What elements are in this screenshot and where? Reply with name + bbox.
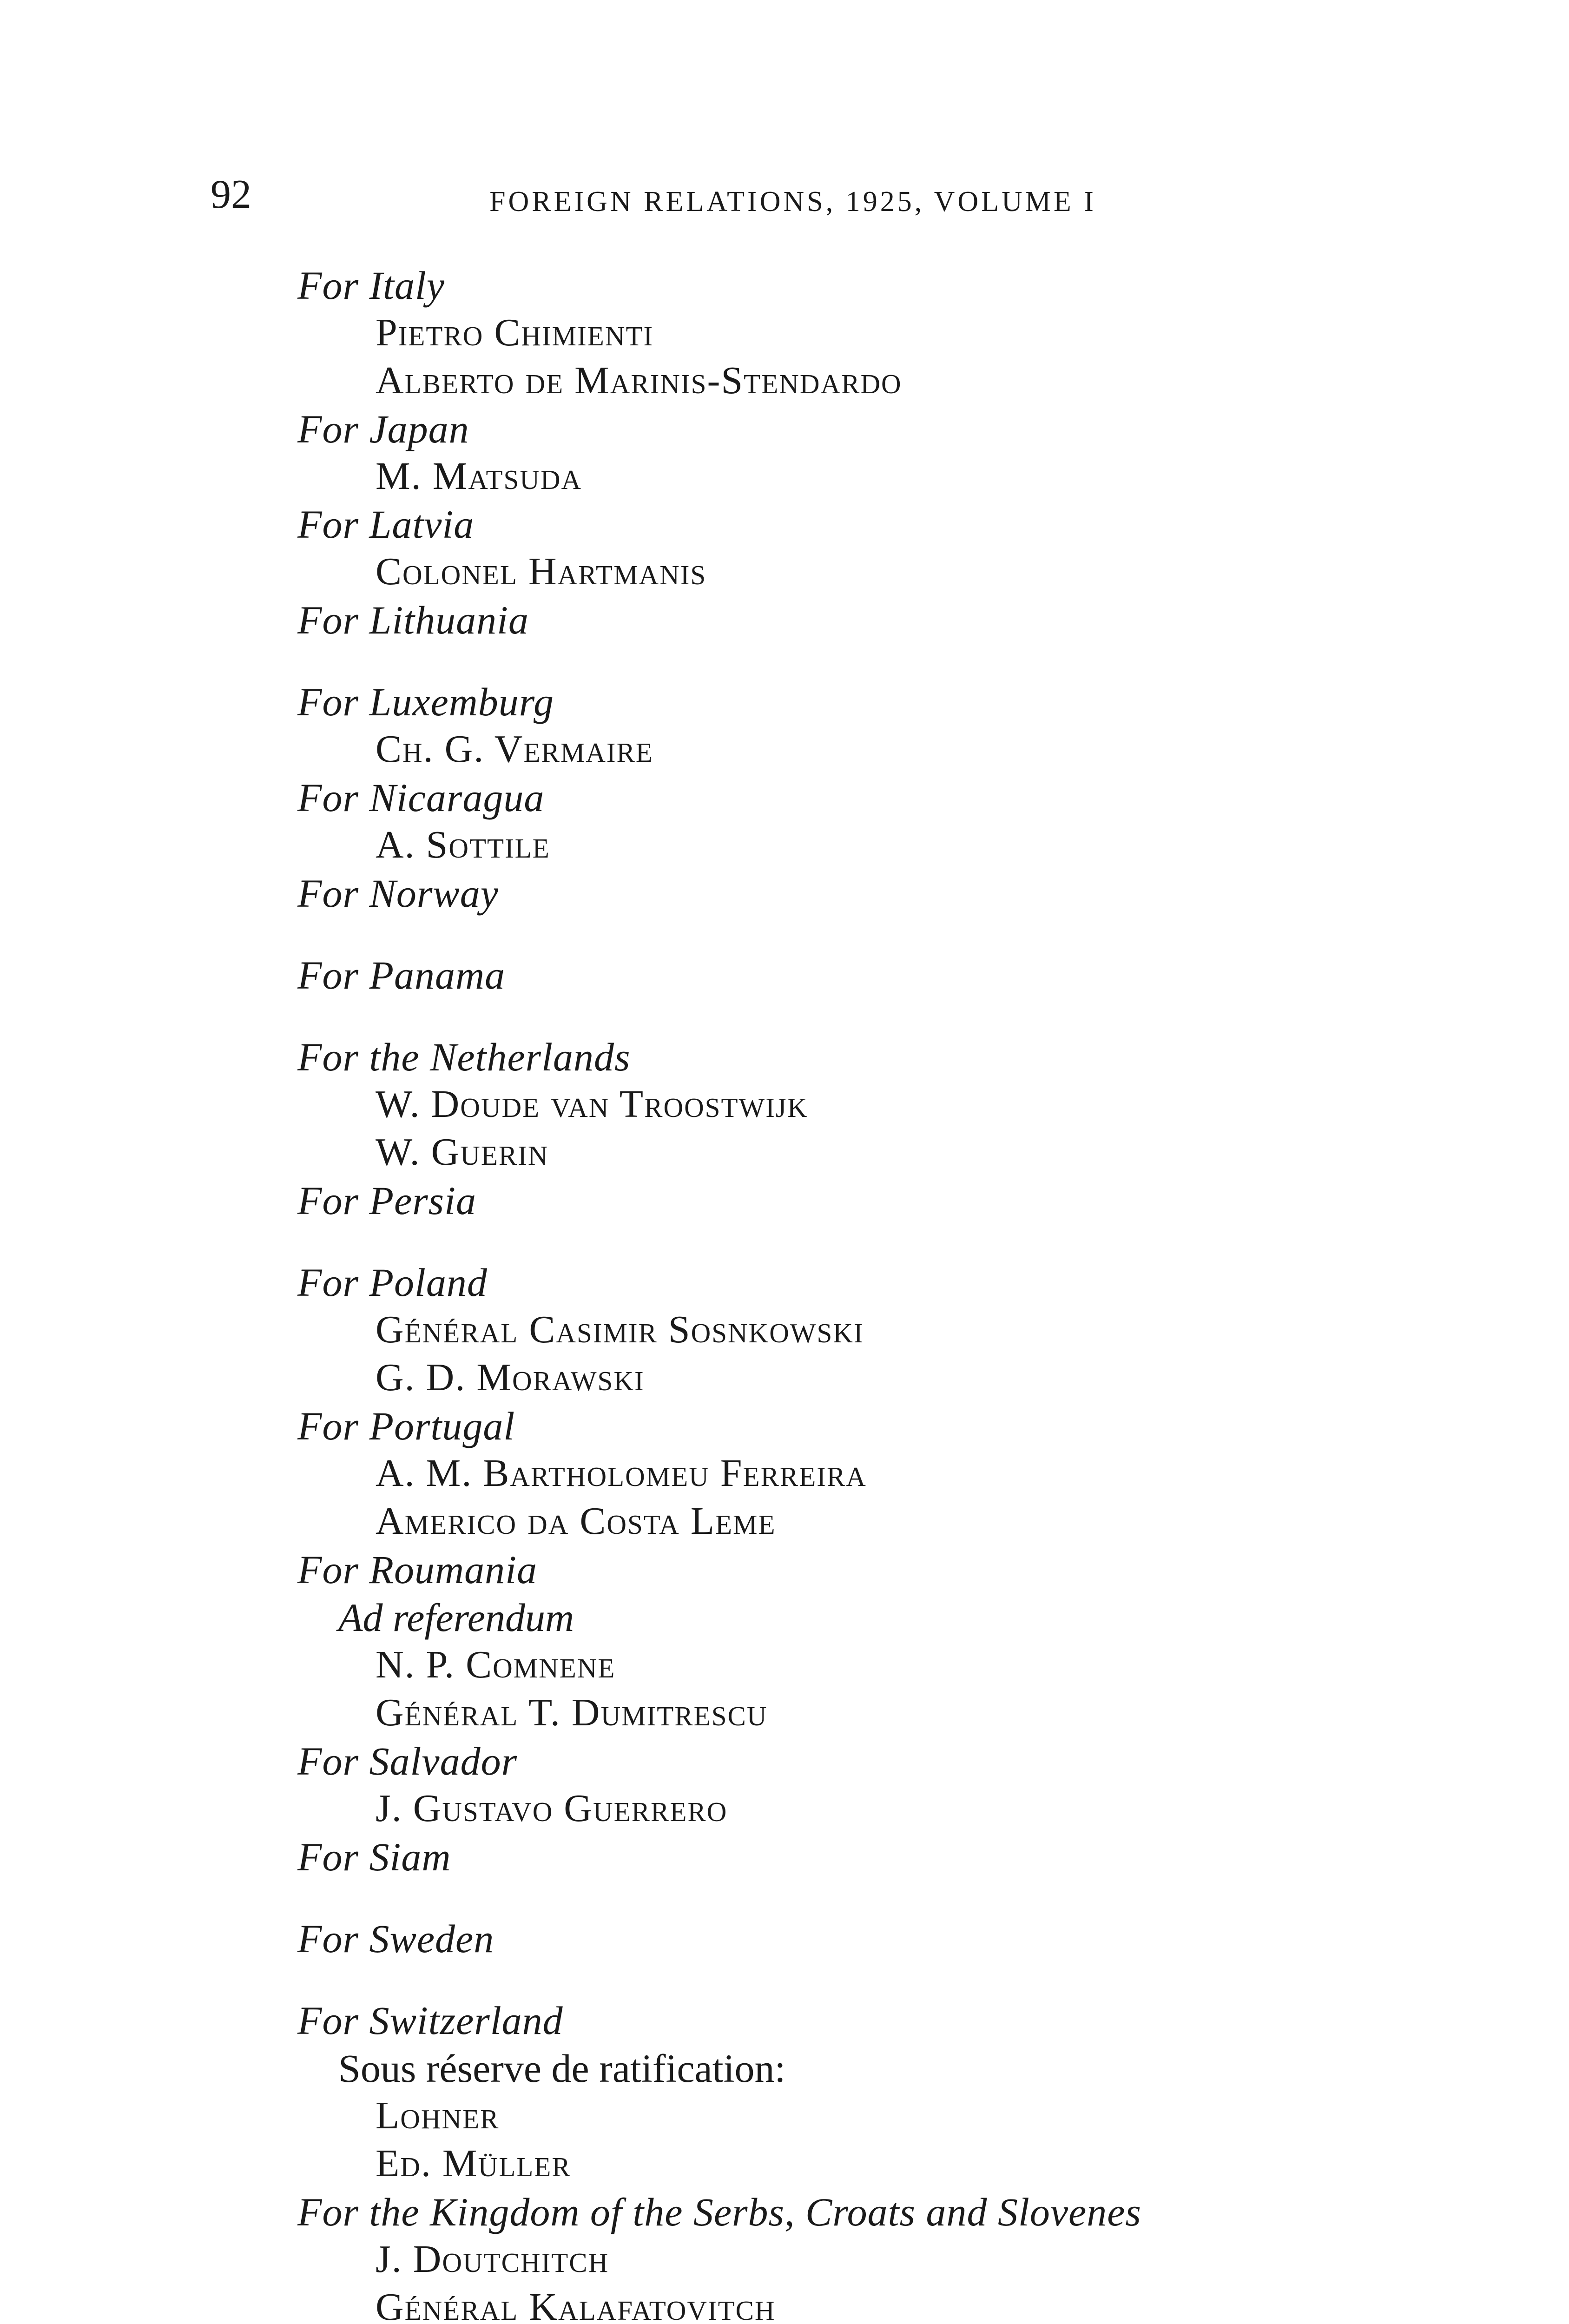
country-heading-japan: For Japan: [297, 407, 469, 451]
country-heading-italy: For Italy: [297, 263, 445, 308]
signatory-name: Pietro Chimienti: [376, 311, 654, 354]
country-heading-salvador: For Salvador: [297, 1739, 518, 1783]
country-heading-switzerland: For Switzerland: [297, 1998, 563, 2043]
signatory-name: Général Casimir Sosnkowski: [376, 1308, 864, 1351]
signatory-name: Ch. G. Vermaire: [376, 727, 653, 771]
country-heading-nicaragua: For Nicaragua: [297, 775, 545, 820]
country-heading-poland: For Poland: [297, 1260, 488, 1305]
signatory-name: Lohner: [376, 2094, 500, 2137]
country-heading-panama: For Panama: [297, 953, 506, 997]
signatory-name: A. M. Bartholomeu Ferreira: [376, 1452, 867, 1495]
country-heading-norway: For Norway: [297, 871, 499, 916]
country-heading-latvia: For Latvia: [297, 502, 475, 547]
country-heading-persia: For Persia: [297, 1178, 477, 1223]
country-heading-netherlands: For the Netherlands: [297, 1035, 631, 1079]
signatory-name: W. Doude van Troostwijk: [376, 1083, 808, 1126]
signatory-name: Général Kalafatovitch: [376, 2285, 776, 2324]
country-heading-sweden: For Sweden: [297, 1916, 494, 1961]
signatory-name: N. P. Comnene: [376, 1643, 616, 1686]
ratification-note: Sous réserve de ratification:: [338, 2046, 786, 2091]
signatory-name: J. Gustavo Guerrero: [376, 1787, 728, 1830]
signatory-name: A. Sottile: [376, 823, 550, 866]
ratification-note: Ad referendum: [338, 1595, 574, 1640]
country-heading-luxemburg: For Luxemburg: [297, 680, 554, 724]
signatory-name: M. Matsuda: [376, 455, 582, 498]
signatory-name: J. Doutchitch: [376, 2238, 609, 2281]
signatory-name: Americo da Costa Leme: [376, 1499, 776, 1543]
signatory-name: Ed. Müller: [376, 2142, 571, 2185]
signatory-name: G. D. Morawski: [376, 1356, 645, 1399]
signatory-name: Général T. Dumitrescu: [376, 1691, 768, 1734]
page-number: 92: [211, 172, 251, 217]
country-heading-roumania: For Roumania: [297, 1547, 538, 1592]
country-heading-serbs-croats-slovenes: For the Kingdom of the Serbs, Croats and Slovenes: [297, 2190, 1141, 2234]
signatory-name: Colonel Hartmanis: [376, 550, 707, 593]
signatory-name: W. Guerin: [376, 1130, 549, 1174]
running-head: FOREIGN RELATIONS, 1925, VOLUME I: [489, 186, 1096, 218]
country-heading-portugal: For Portugal: [297, 1404, 515, 1448]
signatory-name: Alberto de Marinis-Stendardo: [376, 359, 902, 402]
country-heading-lithuania: For Lithuania: [297, 598, 529, 642]
country-heading-siam: For Siam: [297, 1835, 451, 1879]
